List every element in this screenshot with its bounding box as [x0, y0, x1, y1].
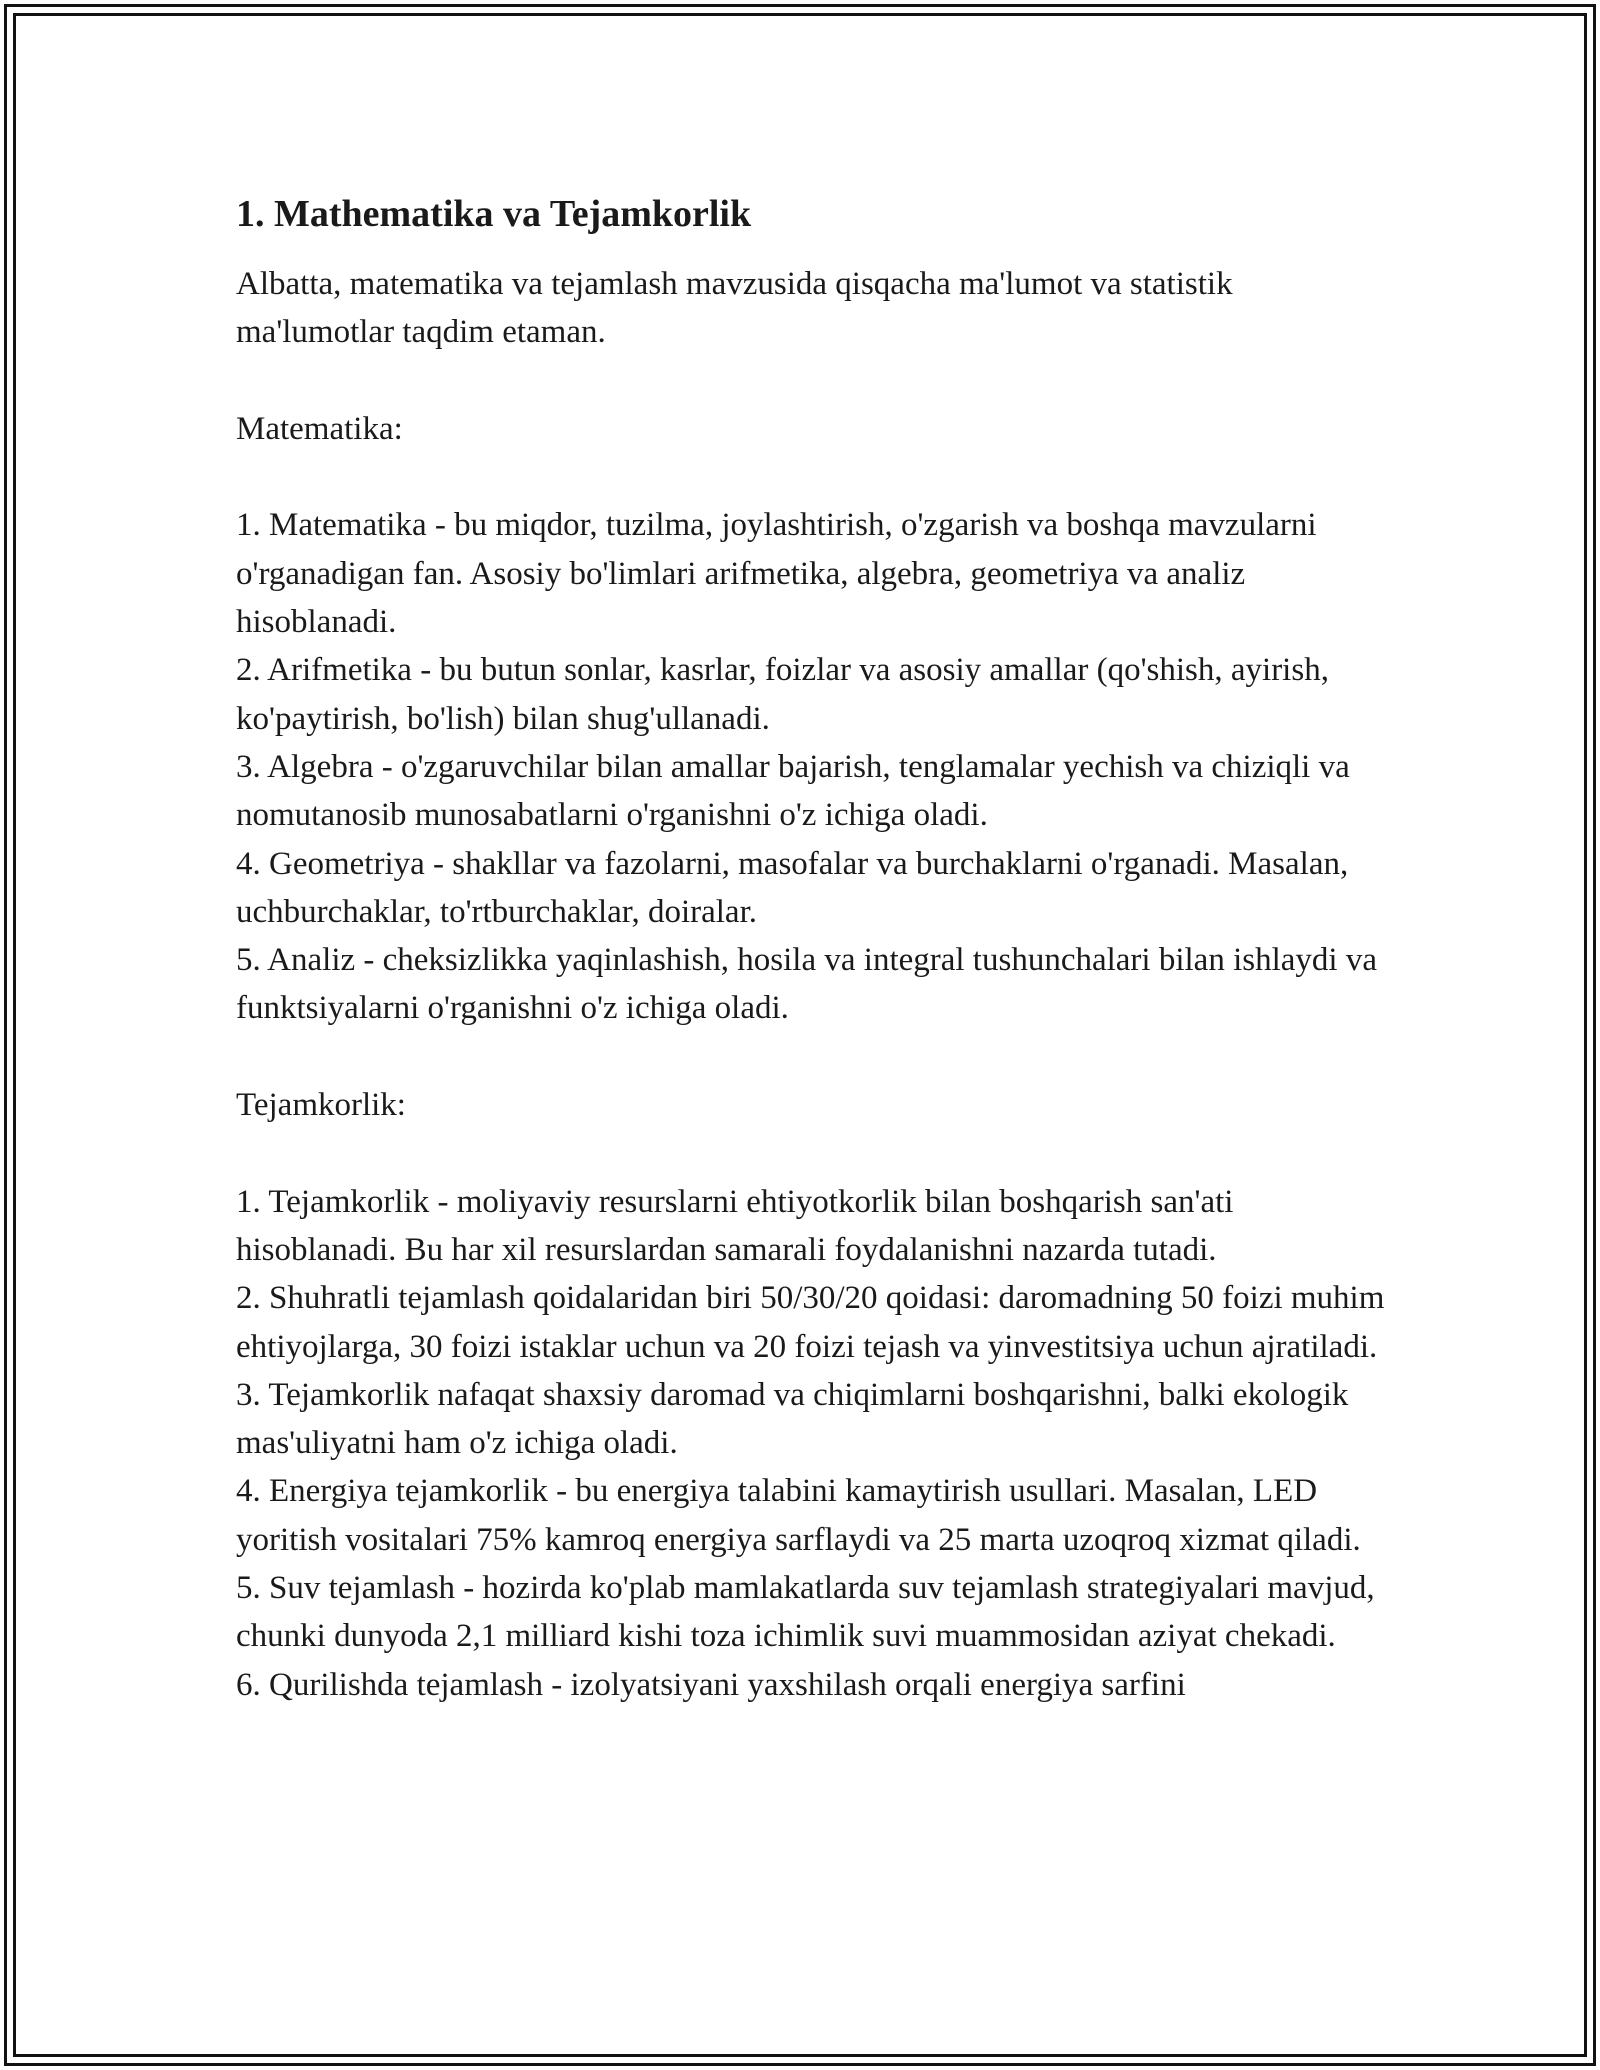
list-item: 1. Tejamkorlik - moliyaviy resurslarni ehtiyotkorlik bilan boshqarish san'ati hisoblanadi. Bu har xil resurslardan samarali foydalanishni nazarda tutadi.: [236, 1183, 1234, 1268]
list-item: 4. Geometriya - shakllar va fazolarni, masofalar va burchaklarni o'rganadi. Masalan, uchburchaklar, to'rtburchaklar, doiralar.: [236, 845, 1349, 930]
list-item: 5. Analiz - cheksizlikka yaqinlashish, hosila va integral tushunchalari bilan ishlaydi va funktsiyalarni o'rganishni o'z ichiga oladi.: [236, 942, 1377, 1027]
list-item: 5. Suv tejamlash - hozirda ko'plab mamlakatlarda suv tejamlash strategiyalari mavjud, chunki dunyoda 2,1 milliard kishi toza ichimlik suvi muammosidan aziyat chekadi.: [236, 1570, 1375, 1655]
spacer: [236, 1129, 1386, 1177]
list-item: 3. Algebra - o'zgaruvchilar bilan amallar bajarish, tenglamalar yechish va chiziqli va nomutanosib munosabatlarni o'rganishni o'z ichiga oladi.: [236, 748, 1350, 834]
section-heading-tejamkorlik: Tejamkorlik:: [236, 1087, 406, 1124]
document-page: [236, 188, 1386, 1709]
spacer: [236, 1033, 1386, 1081]
list-item: 3. Tejamkorlik nafaqat shaxsiy daromad va chiqimlarni boshqarishni, balki ekologik mas'uliyatni ham o'z ichiga oladi.: [236, 1376, 1349, 1462]
spacer: [236, 453, 1386, 501]
list-item: 1. Matematika - bu miqdor, tuzilma, joylashtirish, o'zgarish va boshqa mavzularni o'rganadigan fan. Asosiy bo'limlari arifmetika, algebra, geometriya va analiz hisoblanadi.: [236, 507, 1317, 641]
document-title: 1. Mathematika va Tejamkorlik: [236, 193, 752, 235]
list-item: 2. Arifmetika - bu butun sonlar, kasrlar, foizlar va asosiy amallar (qo'shish, ayirish, ko'paytirish, bo'lish) bilan shug'ullanadi.: [236, 652, 1329, 737]
intro-paragraph: Albatta, matematika va tejamlash mavzusida qisqacha ma'lumot va statistik ma'lumotlar taqdim etaman.: [236, 266, 1233, 351]
list-item: 2. Shuhratli tejamlash qoidalaridan biri 50/30/20 qoidasi: daromadning 50 foizi muhim ehtiyojlarga, 30 foizi istaklar uchun va 20 foizi tejash va yinvestitsiya uchun ajratiladi.: [236, 1280, 1385, 1365]
list-item: 4. Energiya tejamkorlik - bu energiya talabini kamaytirish usullari. Masalan, LED yoritish vositalari 75% kamroq energiya sarflaydi va 25 marta uzoqroq xizmat qiladi.: [236, 1473, 1361, 1558]
section-heading-matematika: Matematika:: [236, 410, 403, 447]
list-item: 6. Qurilishda tejamlash - izolyatsiyani yaxshilash orqali energiya sarfini: [236, 1666, 1186, 1703]
spacer: [236, 357, 1386, 405]
